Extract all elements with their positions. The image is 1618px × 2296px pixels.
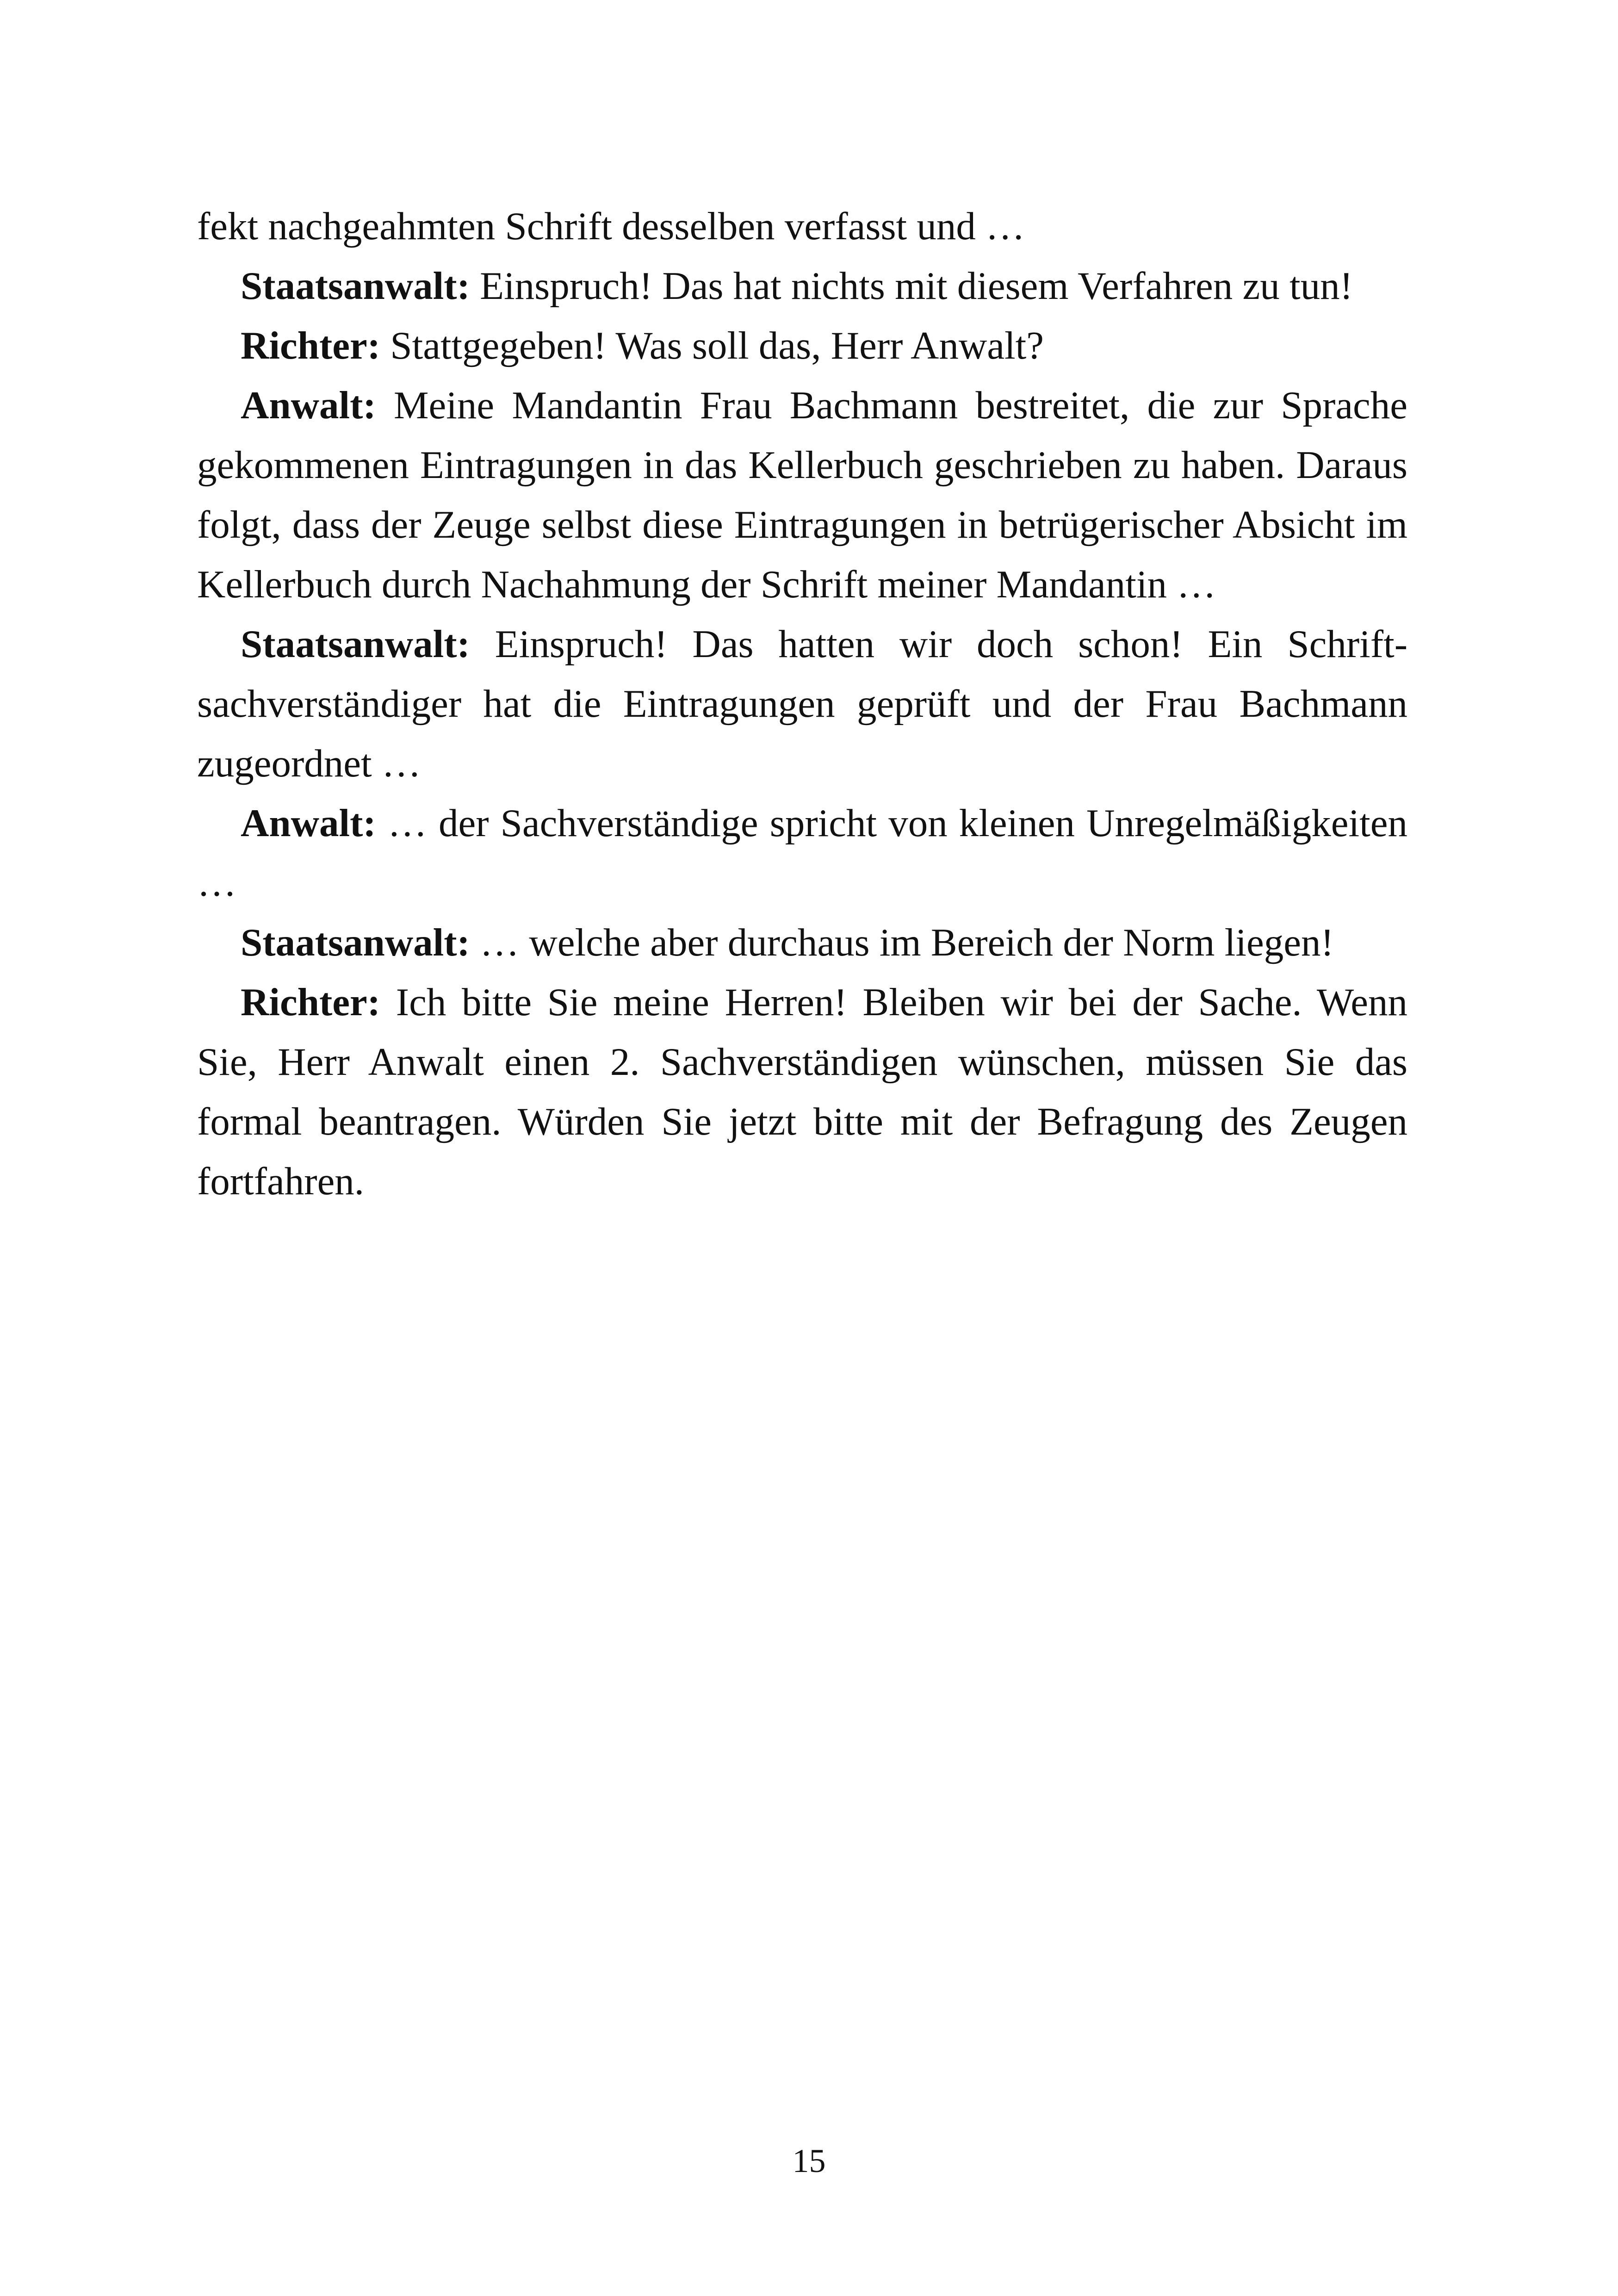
paragraph-text: fekt nachgeahmten Schrift desselben verfasst und … bbox=[197, 205, 1025, 248]
paragraph-text: Einspruch! Das hat nichts mit diesem Verfahren zu tun! bbox=[470, 264, 1353, 308]
paragraph-continuation bbox=[197, 197, 1407, 256]
paragraph-text: Ich bitte Sie meine Herren! Bleiben wir bei der Sache. Wenn Sie, Herr Anwalt einen 2. Sachverständigen wünschen, müssen Sie das formal beantragen. Würden Sie jetzt bitte mit der Befragung des Zeugen fortfahren. bbox=[197, 980, 1407, 1203]
speaker-label: Richter: bbox=[241, 980, 381, 1024]
paragraph-text: Meine Mandantin Frau Bachmann bestreitet, die zur Sprache gekommenen Eintragungen in das Kellerbuch geschrieben zu haben. Daraus folgt, dass der Zeuge selbst diese Eintragungen in betrügerischer Absicht im Kellerbuch durch Nachahmung der Schrift meiner Mandantin … bbox=[197, 384, 1407, 606]
speaker-label: Richter: bbox=[241, 324, 381, 367]
dialogue-paragraph bbox=[197, 614, 1407, 794]
dialogue-paragraph bbox=[197, 794, 1407, 913]
speaker-label: Anwalt: bbox=[241, 801, 376, 845]
page-number: 15 bbox=[792, 2142, 826, 2179]
speaker-label: Staatsanwalt: bbox=[241, 264, 470, 308]
dialogue-paragraph bbox=[197, 316, 1407, 376]
body-text bbox=[197, 197, 1407, 1211]
paragraph-text: … welche aber durchaus im Bereich der Norm liegen! bbox=[470, 921, 1334, 964]
dialogue-paragraph bbox=[197, 913, 1407, 973]
dialogue-paragraph bbox=[197, 973, 1407, 1211]
paragraph-text: … der Sachverständige spricht von kleinen Unregelmäßigkeiten … bbox=[197, 801, 1407, 905]
speaker-label: Staatsanwalt: bbox=[241, 921, 470, 964]
paragraph-text: Stattgegeben! Was soll das, Herr Anwalt? bbox=[380, 324, 1044, 367]
paragraph-text: Einspruch! Das hatten wir doch schon! Ein Schriftsachverständiger hat die Eintragungen geprüft und der Frau Bachmann zugeordnet … bbox=[197, 622, 1407, 785]
dialogue-paragraph bbox=[197, 376, 1407, 614]
speaker-label: Anwalt: bbox=[241, 384, 376, 427]
speaker-label: Staatsanwalt: bbox=[241, 622, 470, 666]
dialogue-paragraph bbox=[197, 256, 1407, 316]
